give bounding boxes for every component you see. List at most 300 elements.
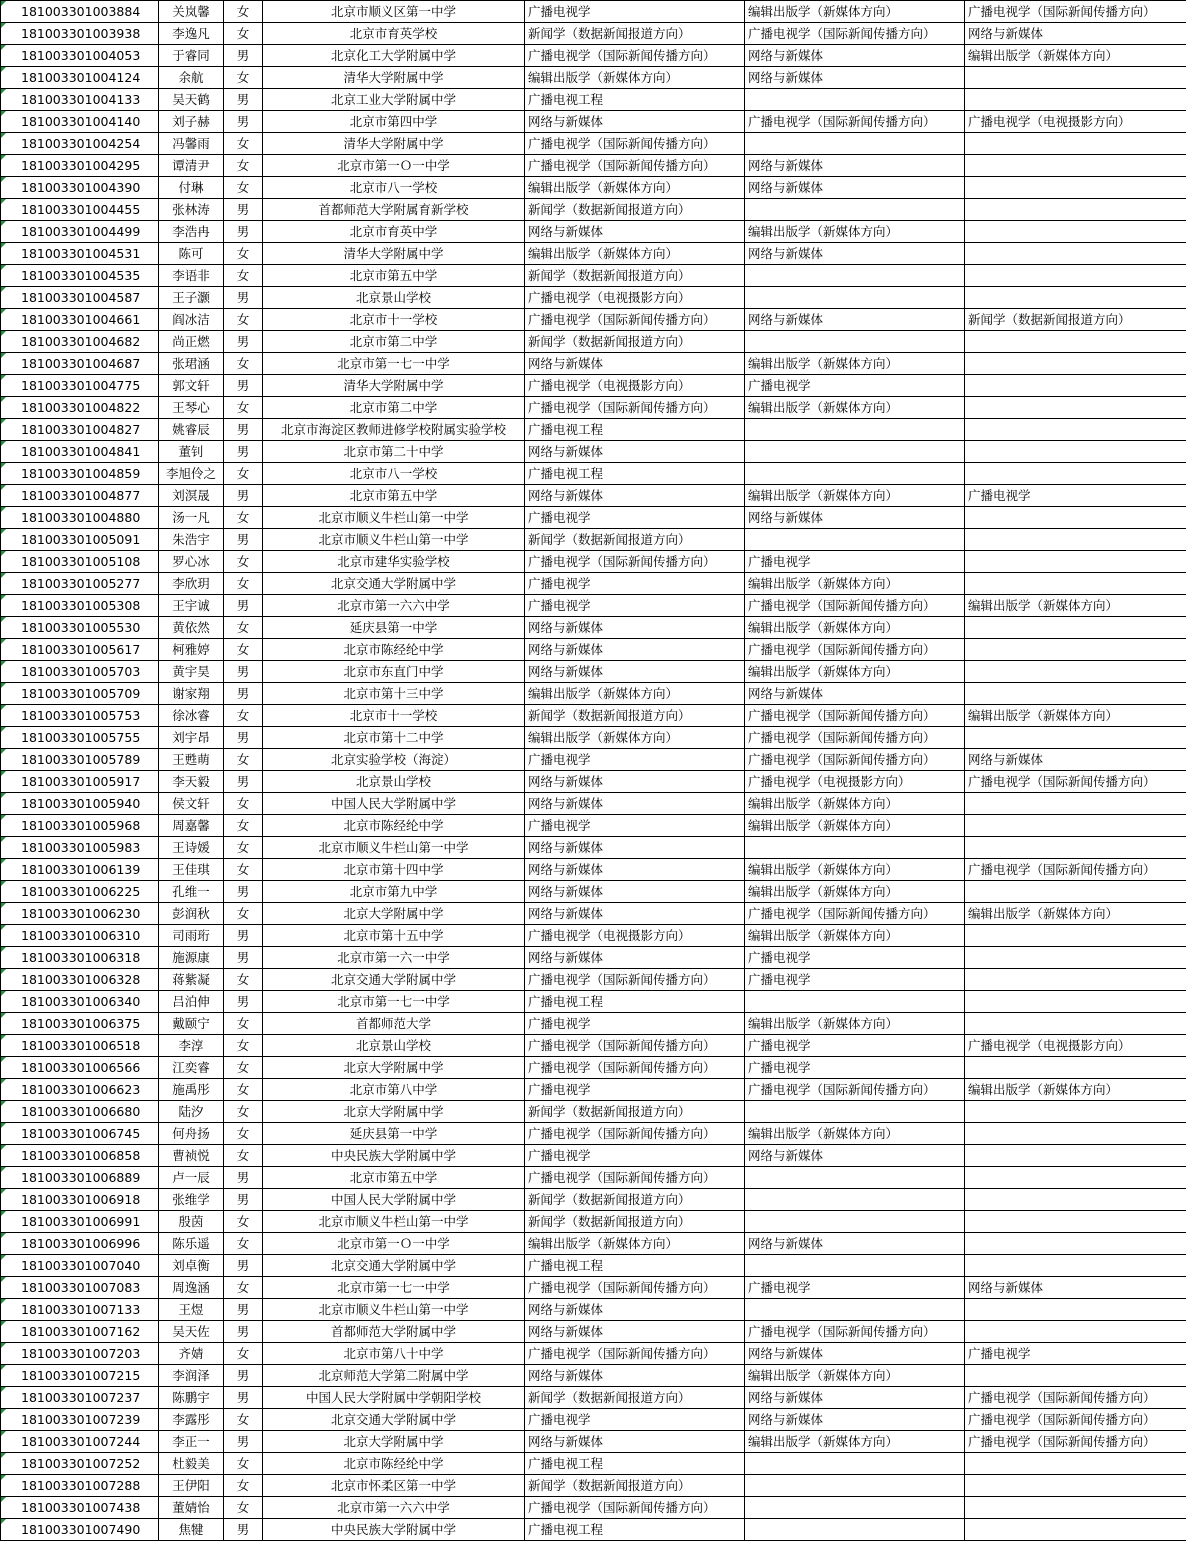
choice-1-cell: 新闻学（数据新闻报道方向） (525, 199, 745, 221)
name-cell: 杜毅美 (159, 1453, 224, 1475)
choice-1-cell: 网络与新媒体 (525, 221, 745, 243)
table-row (1, 1321, 1186, 1343)
choice-2-cell: 广播电视学（国际新闻传播方向） (745, 23, 965, 45)
choice-3-cell: 编辑出版学（新媒体方向） (965, 705, 1186, 727)
choice-3-cell (965, 353, 1186, 375)
name-cell: 陈可 (159, 243, 224, 265)
name-cell: 殷茵 (159, 1211, 224, 1233)
name-cell: 余航 (159, 67, 224, 89)
school-cell: 北京市十一学校 (263, 705, 525, 727)
school-cell: 北京市顺义牛栏山第一中学 (263, 507, 525, 529)
choice-2-cell: 网络与新媒体 (745, 45, 965, 67)
choice-3-cell (965, 573, 1186, 595)
student-id-cell: 181003301004822 (1, 397, 159, 419)
name-cell: 董钊 (159, 441, 224, 463)
choice-3-cell (965, 397, 1186, 419)
gender-cell: 女 (224, 1409, 263, 1431)
student-id-cell: 181003301004841 (1, 441, 159, 463)
gender-cell: 女 (224, 1277, 263, 1299)
choice-1-cell: 网络与新媒体 (525, 1431, 745, 1453)
school-cell: 首都师范大学附属中学 (263, 1321, 525, 1343)
student-id-cell: 181003301007237 (1, 1387, 159, 1409)
choice-2-cell (745, 1167, 965, 1189)
table-row (1, 177, 1186, 199)
name-cell: 阎冰洁 (159, 309, 224, 331)
table-row (1, 1189, 1186, 1211)
table-row (1, 551, 1186, 573)
choice-3-cell: 广播电视学 (965, 1343, 1186, 1365)
choice-3-cell: 网络与新媒体 (965, 749, 1186, 771)
choice-3-cell (965, 1211, 1186, 1233)
choice-2-cell (745, 1299, 965, 1321)
student-id-cell: 181003301004140 (1, 111, 159, 133)
choice-1-cell: 新闻学（数据新闻报道方向） (525, 1475, 745, 1497)
choice-1-cell: 广播电视学（国际新闻传播方向） (525, 1035, 745, 1057)
school-cell: 中国人民大学附属中学 (263, 793, 525, 815)
choice-2-cell: 编辑出版学（新媒体方向） (745, 1365, 965, 1387)
gender-cell: 男 (224, 221, 263, 243)
choice-2-cell: 广播电视学（国际新闻传播方向） (745, 705, 965, 727)
choice-3-cell (965, 243, 1186, 265)
table-row (1, 1453, 1186, 1475)
choice-1-cell: 广播电视学 (525, 595, 745, 617)
name-cell: 戴颐宁 (159, 1013, 224, 1035)
name-cell: 王甦萌 (159, 749, 224, 771)
choice-1-cell: 网络与新媒体 (525, 661, 745, 683)
choice-1-cell: 网络与新媒体 (525, 1365, 745, 1387)
name-cell: 张林涛 (159, 199, 224, 221)
choice-3-cell: 广播电视学（国际新闻传播方向） (965, 1, 1186, 23)
name-cell: 尚正燃 (159, 331, 224, 353)
school-cell: 北京市顺义牛栏山第一中学 (263, 529, 525, 551)
table-row (1, 771, 1186, 793)
school-cell: 北京市第十三中学 (263, 683, 525, 705)
student-id-cell: 181003301004124 (1, 67, 159, 89)
choice-3-cell (965, 969, 1186, 991)
student-id-cell: 181003301004687 (1, 353, 159, 375)
table-row (1, 617, 1186, 639)
gender-cell: 男 (224, 1167, 263, 1189)
student-id-cell: 181003301004499 (1, 221, 159, 243)
choice-1-cell: 广播电视工程 (525, 89, 745, 111)
choice-2-cell (745, 529, 965, 551)
school-cell: 北京景山学校 (263, 771, 525, 793)
student-id-cell: 181003301004661 (1, 309, 159, 331)
student-id-cell: 181003301006225 (1, 881, 159, 903)
choice-2-cell: 广播电视学（国际新闻传播方向） (745, 727, 965, 749)
name-cell: 谢家翔 (159, 683, 224, 705)
gender-cell: 男 (224, 595, 263, 617)
choice-1-cell: 网络与新媒体 (525, 441, 745, 463)
student-id-cell: 181003301004682 (1, 331, 159, 353)
choice-1-cell: 新闻学（数据新闻报道方向） (525, 1387, 745, 1409)
name-cell: 周嘉馨 (159, 815, 224, 837)
table-row (1, 1387, 1186, 1409)
choice-3-cell (965, 463, 1186, 485)
table-row (1, 133, 1186, 155)
student-id-cell: 181003301006680 (1, 1101, 159, 1123)
table-row (1, 1123, 1186, 1145)
table-row (1, 331, 1186, 353)
table-row (1, 1497, 1186, 1519)
student-id-cell: 181003301007083 (1, 1277, 159, 1299)
choice-2-cell: 广播电视学 (745, 969, 965, 991)
gender-cell: 女 (224, 705, 263, 727)
choice-1-cell: 网络与新媒体 (525, 111, 745, 133)
choice-3-cell (965, 155, 1186, 177)
choice-1-cell: 网络与新媒体 (525, 485, 745, 507)
gender-cell: 女 (224, 1101, 263, 1123)
choice-2-cell (745, 419, 965, 441)
table-row (1, 1277, 1186, 1299)
school-cell: 北京市顺义区第一中学 (263, 1, 525, 23)
choice-3-cell: 网络与新媒体 (965, 23, 1186, 45)
name-cell: 汤一凡 (159, 507, 224, 529)
name-cell: 焦犍 (159, 1519, 224, 1541)
student-id-cell: 181003301006375 (1, 1013, 159, 1035)
gender-cell: 女 (224, 903, 263, 925)
choice-1-cell: 广播电视学（国际新闻传播方向） (525, 133, 745, 155)
gender-cell: 男 (224, 661, 263, 683)
name-cell: 付琳 (159, 177, 224, 199)
choice-3-cell (965, 67, 1186, 89)
gender-cell: 女 (224, 969, 263, 991)
table-row (1, 155, 1186, 177)
student-id-cell: 181003301006858 (1, 1145, 159, 1167)
choice-3-cell (965, 1321, 1186, 1343)
table-row (1, 1343, 1186, 1365)
school-cell: 北京市海淀区教师进修学校附属实验学校 (263, 419, 525, 441)
name-cell: 朱浩宇 (159, 529, 224, 551)
gender-cell: 男 (224, 881, 263, 903)
name-cell: 姚睿辰 (159, 419, 224, 441)
table-row (1, 45, 1186, 67)
choice-2-cell: 编辑出版学（新媒体方向） (745, 221, 965, 243)
school-cell: 北京市陈经纶中学 (263, 639, 525, 661)
school-cell: 北京市第一七一中学 (263, 991, 525, 1013)
student-id-cell: 181003301006991 (1, 1211, 159, 1233)
choice-1-cell: 网络与新媒体 (525, 617, 745, 639)
name-cell: 曹祯悦 (159, 1145, 224, 1167)
school-cell: 清华大学附属中学 (263, 375, 525, 397)
choice-3-cell (965, 1167, 1186, 1189)
choice-1-cell: 广播电视学 (525, 573, 745, 595)
student-id-cell: 181003301007203 (1, 1343, 159, 1365)
gender-cell: 男 (224, 441, 263, 463)
table-row (1, 221, 1186, 243)
choice-3-cell: 广播电视学 (965, 485, 1186, 507)
table-row (1, 1233, 1186, 1255)
table-body (1, 1, 1186, 1541)
school-cell: 北京市陈经纶中学 (263, 815, 525, 837)
school-cell: 北京市第五中学 (263, 1167, 525, 1189)
choice-1-cell: 网络与新媒体 (525, 837, 745, 859)
choice-2-cell (745, 991, 965, 1013)
school-cell: 北京实验学校（海淀） (263, 749, 525, 771)
name-cell: 冯馨雨 (159, 133, 224, 155)
name-cell: 黄依然 (159, 617, 224, 639)
gender-cell: 女 (224, 1057, 263, 1079)
choice-1-cell: 广播电视学（电视摄影方向） (525, 375, 745, 397)
choice-3-cell (965, 221, 1186, 243)
choice-3-cell (965, 1453, 1186, 1475)
school-cell: 北京景山学校 (263, 1035, 525, 1057)
name-cell: 王子灏 (159, 287, 224, 309)
table-row (1, 859, 1186, 881)
school-cell: 北京师范大学第二附属中学 (263, 1365, 525, 1387)
choice-1-cell: 广播电视学（电视摄影方向） (525, 925, 745, 947)
gender-cell: 男 (224, 199, 263, 221)
gender-cell: 男 (224, 331, 263, 353)
choice-1-cell: 广播电视工程 (525, 1453, 745, 1475)
name-cell: 李天毅 (159, 771, 224, 793)
gender-cell: 男 (224, 925, 263, 947)
table-row (1, 1475, 1186, 1497)
table-row (1, 793, 1186, 815)
school-cell: 北京市第十四中学 (263, 859, 525, 881)
school-cell: 北京市第二中学 (263, 397, 525, 419)
gender-cell: 女 (224, 639, 263, 661)
name-cell: 江奕睿 (159, 1057, 224, 1079)
name-cell: 李欣玥 (159, 573, 224, 595)
choice-1-cell: 新闻学（数据新闻报道方向） (525, 705, 745, 727)
student-id-cell: 181003301005617 (1, 639, 159, 661)
gender-cell: 女 (224, 155, 263, 177)
name-cell: 彭润秋 (159, 903, 224, 925)
name-cell: 李淳 (159, 1035, 224, 1057)
choice-3-cell (965, 419, 1186, 441)
choice-3-cell: 广播电视学（国际新闻传播方向） (965, 859, 1186, 881)
choice-2-cell (745, 463, 965, 485)
choice-1-cell: 新闻学（数据新闻报道方向） (525, 1101, 745, 1123)
choice-3-cell (965, 1365, 1186, 1387)
choice-1-cell: 网络与新媒体 (525, 947, 745, 969)
choice-2-cell: 广播电视学 (745, 1277, 965, 1299)
choice-3-cell (965, 375, 1186, 397)
choice-1-cell: 广播电视学（国际新闻传播方向） (525, 969, 745, 991)
choice-2-cell (745, 1519, 965, 1541)
choice-3-cell (965, 1123, 1186, 1145)
gender-cell: 女 (224, 1211, 263, 1233)
student-id-cell: 181003301007215 (1, 1365, 159, 1387)
choice-3-cell (965, 529, 1186, 551)
choice-2-cell: 广播电视学（国际新闻传播方向） (745, 903, 965, 925)
table-row (1, 925, 1186, 947)
gender-cell: 男 (224, 111, 263, 133)
name-cell: 李浩冉 (159, 221, 224, 243)
choice-2-cell (745, 1189, 965, 1211)
choice-2-cell (745, 1453, 965, 1475)
choice-3-cell (965, 617, 1186, 639)
name-cell: 谭清尹 (159, 155, 224, 177)
student-id-cell: 181003301005530 (1, 617, 159, 639)
choice-3-cell: 编辑出版学（新媒体方向） (965, 595, 1186, 617)
choice-1-cell: 编辑出版学（新媒体方向） (525, 727, 745, 749)
choice-2-cell (745, 133, 965, 155)
choice-2-cell: 编辑出版学（新媒体方向） (745, 859, 965, 881)
student-id-cell: 181003301004880 (1, 507, 159, 529)
choice-2-cell (745, 1255, 965, 1277)
name-cell: 罗心冰 (159, 551, 224, 573)
school-cell: 北京大学附属中学 (263, 1101, 525, 1123)
choice-2-cell (745, 287, 965, 309)
table-row (1, 639, 1186, 661)
table-row (1, 375, 1186, 397)
choice-2-cell (745, 837, 965, 859)
student-id-cell: 181003301007040 (1, 1255, 159, 1277)
choice-2-cell: 网络与新媒体 (745, 155, 965, 177)
table-row (1, 837, 1186, 859)
choice-1-cell: 广播电视学（国际新闻传播方向） (525, 1497, 745, 1519)
choice-3-cell: 广播电视学（国际新闻传播方向） (965, 1409, 1186, 1431)
student-id-cell: 181003301004859 (1, 463, 159, 485)
name-cell: 施禹彤 (159, 1079, 224, 1101)
choice-1-cell: 新闻学（数据新闻报道方向） (525, 1189, 745, 1211)
school-cell: 清华大学附属中学 (263, 243, 525, 265)
gender-cell: 女 (224, 133, 263, 155)
choice-3-cell: 广播电视学（国际新闻传播方向） (965, 1431, 1186, 1453)
student-id-cell: 181003301004827 (1, 419, 159, 441)
school-cell: 首都师范大学 (263, 1013, 525, 1035)
choice-2-cell: 编辑出版学（新媒体方向） (745, 485, 965, 507)
table-row (1, 419, 1186, 441)
choice-3-cell (965, 661, 1186, 683)
name-cell: 李语非 (159, 265, 224, 287)
school-cell: 北京市怀柔区第一中学 (263, 1475, 525, 1497)
choice-2-cell: 编辑出版学（新媒体方向） (745, 353, 965, 375)
name-cell: 吕泊伸 (159, 991, 224, 1013)
table-row (1, 529, 1186, 551)
gender-cell: 女 (224, 1233, 263, 1255)
choice-2-cell: 广播电视学 (745, 947, 965, 969)
school-cell: 北京市第十五中学 (263, 925, 525, 947)
choice-3-cell (965, 177, 1186, 199)
student-id-cell: 181003301004877 (1, 485, 159, 507)
school-cell: 北京市十一学校 (263, 309, 525, 331)
choice-2-cell: 网络与新媒体 (745, 1409, 965, 1431)
choice-3-cell (965, 265, 1186, 287)
choice-2-cell: 网络与新媒体 (745, 177, 965, 199)
choice-2-cell (745, 1497, 965, 1519)
gender-cell: 女 (224, 243, 263, 265)
school-cell: 北京市第四中学 (263, 111, 525, 133)
school-cell: 北京交通大学附属中学 (263, 1409, 525, 1431)
name-cell: 齐婧 (159, 1343, 224, 1365)
gender-cell: 女 (224, 1145, 263, 1167)
table-row (1, 463, 1186, 485)
choice-1-cell: 广播电视学 (525, 1145, 745, 1167)
name-cell: 柯雅婷 (159, 639, 224, 661)
choice-1-cell: 广播电视学 (525, 1013, 745, 1035)
student-id-cell: 181003301006328 (1, 969, 159, 991)
student-id-cell: 181003301007288 (1, 1475, 159, 1497)
student-id-cell: 181003301004295 (1, 155, 159, 177)
gender-cell: 女 (224, 23, 263, 45)
student-id-cell: 181003301007490 (1, 1519, 159, 1541)
choice-1-cell: 新闻学（数据新闻报道方向） (525, 265, 745, 287)
table-row (1, 749, 1186, 771)
choice-1-cell: 广播电视学（国际新闻传播方向） (525, 1123, 745, 1145)
name-cell: 黄宇昊 (159, 661, 224, 683)
choice-2-cell (745, 331, 965, 353)
choice-3-cell: 新闻学（数据新闻报道方向） (965, 309, 1186, 331)
student-id-cell: 181003301006996 (1, 1233, 159, 1255)
table-row (1, 1211, 1186, 1233)
choice-1-cell: 广播电视学 (525, 1, 745, 23)
choice-1-cell: 网络与新媒体 (525, 793, 745, 815)
choice-3-cell (965, 1233, 1186, 1255)
student-id-cell: 181003301007162 (1, 1321, 159, 1343)
choice-2-cell: 广播电视学 (745, 1057, 965, 1079)
school-cell: 北京市第一Ｏ一中学 (263, 1233, 525, 1255)
choice-1-cell: 新闻学（数据新闻报道方向） (525, 529, 745, 551)
table-row (1, 1101, 1186, 1123)
school-cell: 北京市顺义牛栏山第一中学 (263, 1211, 525, 1233)
table-row (1, 111, 1186, 133)
school-cell: 清华大学附属中学 (263, 133, 525, 155)
choice-2-cell (745, 265, 965, 287)
student-id-cell: 181003301004455 (1, 199, 159, 221)
table-row (1, 705, 1186, 727)
name-cell: 施源康 (159, 947, 224, 969)
school-cell: 北京市第十二中学 (263, 727, 525, 749)
name-cell: 张维学 (159, 1189, 224, 1211)
choice-1-cell: 网络与新媒体 (525, 881, 745, 903)
choice-1-cell: 广播电视学（国际新闻传播方向） (525, 551, 745, 573)
school-cell: 北京市第二中学 (263, 331, 525, 353)
gender-cell: 女 (224, 837, 263, 859)
choice-3-cell (965, 89, 1186, 111)
gender-cell: 男 (224, 485, 263, 507)
school-cell: 中国人民大学附属中学朝阳学校 (263, 1387, 525, 1409)
gender-cell: 女 (224, 1475, 263, 1497)
choice-2-cell: 网络与新媒体 (745, 683, 965, 705)
student-id-cell: 181003301007438 (1, 1497, 159, 1519)
choice-1-cell: 广播电视学 (525, 1079, 745, 1101)
choice-3-cell (965, 793, 1186, 815)
table-row (1, 485, 1186, 507)
student-id-cell: 181003301006745 (1, 1123, 159, 1145)
choice-1-cell: 广播电视学（国际新闻传播方向） (525, 1167, 745, 1189)
school-cell: 北京工业大学附属中学 (263, 89, 525, 111)
name-cell: 张珺涵 (159, 353, 224, 375)
gender-cell: 女 (224, 793, 263, 815)
school-cell: 北京市东直门中学 (263, 661, 525, 683)
gender-cell: 女 (224, 177, 263, 199)
student-id-cell: 181003301005277 (1, 573, 159, 595)
name-cell: 王伊阳 (159, 1475, 224, 1497)
student-id-cell: 181003301004390 (1, 177, 159, 199)
table-row (1, 991, 1186, 1013)
choice-2-cell: 广播电视学（国际新闻传播方向） (745, 749, 965, 771)
table-row (1, 1409, 1186, 1431)
name-cell: 吴天佐 (159, 1321, 224, 1343)
choice-2-cell (745, 89, 965, 111)
name-cell: 刘宇昂 (159, 727, 224, 749)
choice-3-cell (965, 133, 1186, 155)
name-cell: 吴天鹤 (159, 89, 224, 111)
student-id-cell: 181003301004053 (1, 45, 159, 67)
student-id-cell: 181003301007252 (1, 1453, 159, 1475)
choice-3-cell (965, 1013, 1186, 1035)
gender-cell: 男 (224, 947, 263, 969)
gender-cell: 女 (224, 397, 263, 419)
choice-1-cell: 编辑出版学（新媒体方向） (525, 1233, 745, 1255)
school-cell: 北京化工大学附属中学 (263, 45, 525, 67)
choice-3-cell (965, 331, 1186, 353)
gender-cell: 男 (224, 991, 263, 1013)
choice-2-cell: 编辑出版学（新媒体方向） (745, 1123, 965, 1145)
